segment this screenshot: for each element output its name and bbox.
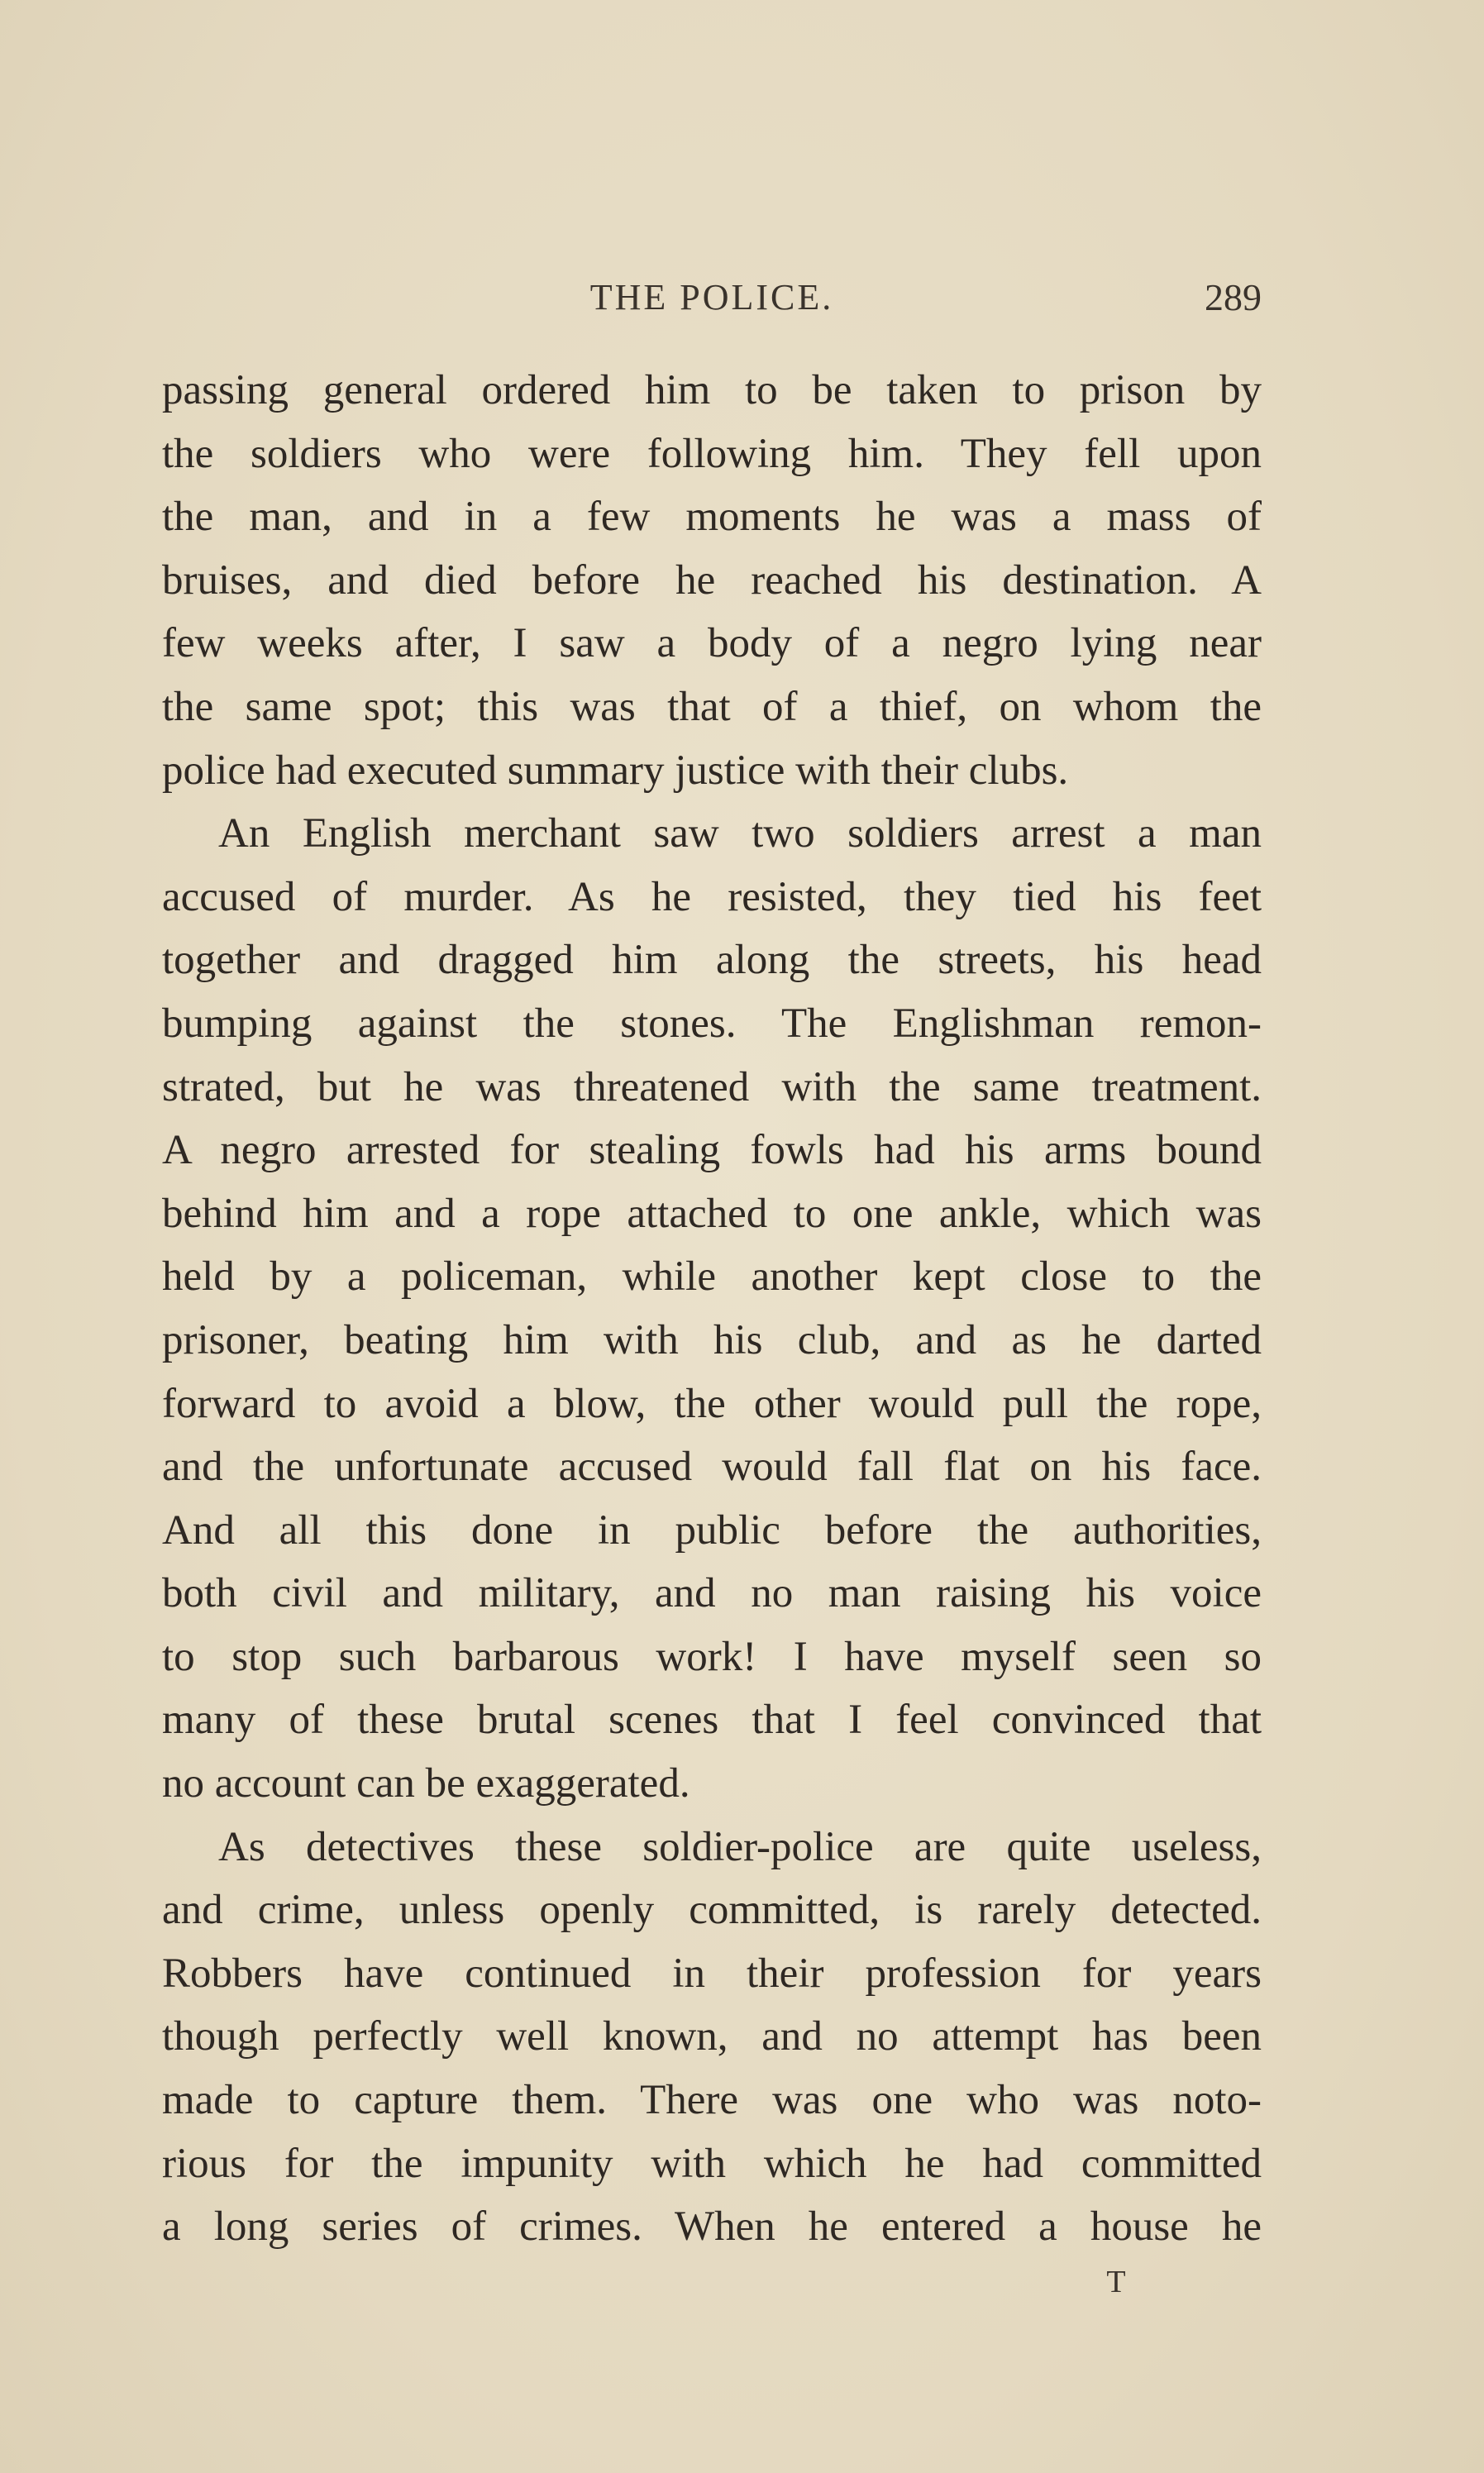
text-line: bruises, and died before he reached his destination. A xyxy=(162,556,1262,604)
text-line: the man, and in a few moments he was a mass of xyxy=(162,494,1262,541)
text-line: a long series of crimes. When he entered a house he xyxy=(162,2203,1262,2251)
text-line: and crime, unless openly committed, is rarely detected. xyxy=(162,1887,1262,1934)
signature-mark: T xyxy=(1106,2265,1126,2299)
text-line: and the unfortunate accused would fall flat on his face. xyxy=(162,1444,1262,1491)
text-line: rious for the impunity with which he had committed xyxy=(162,2140,1262,2187)
text-line: A negro arrested for stealing fowls had his arms bound xyxy=(162,1127,1262,1174)
text-line: few weeks after, I saw a body of a negro lying near xyxy=(162,620,1262,667)
body-text xyxy=(162,359,1262,2259)
text-line: held by a policeman, while another kept close to the xyxy=(162,1253,1262,1301)
text-line: And all this done in public before the authorities, xyxy=(162,1506,1262,1554)
text-line: bumping against the stones. The Englishman remon- xyxy=(162,1000,1262,1047)
text-line: though perfectly well known, and no attempt has been xyxy=(162,2013,1262,2060)
text-line: An English merchant saw two soldiers arrest a man xyxy=(218,810,1262,857)
text-line: to stop such barbarous work! I have myself seen so xyxy=(162,1633,1262,1680)
text-line: strated, but he was threatened with the same treatment. xyxy=(162,1063,1262,1110)
text-line: many of these brutal scenes that I feel convinced that xyxy=(162,1697,1262,1744)
page-number: 289 xyxy=(1205,276,1262,318)
text-line: As detectives these soldier-police are quite useless, xyxy=(218,1823,1262,1870)
running-head-title: THE POLICE. xyxy=(589,277,834,317)
text-line: prisoner, beating him with his club, and as he darted xyxy=(162,1316,1262,1363)
running-head xyxy=(162,271,1262,324)
text-line: Robbers have continued in their profession for years xyxy=(162,1950,1262,1997)
text-line: behind him and a rope attached to one ankle, which was xyxy=(162,1190,1262,1237)
text-line: police had executed summary justice with their clubs. xyxy=(162,747,1069,794)
text-line: both civil and military, and no man raising his voice xyxy=(162,1570,1262,1617)
text-line: made to capture them. There was one who was noto- xyxy=(162,2077,1262,2124)
text-line: the soldiers who were following him. They fell upon xyxy=(162,430,1262,477)
text-line: passing general ordered him to be taken to prison by xyxy=(162,367,1262,413)
text-line: accused of murder. As he resisted, they tied his feet xyxy=(162,873,1262,920)
text-line: no account can be exaggerated. xyxy=(162,1760,690,1807)
text-line: forward to avoid a blow, the other would pull the rope, xyxy=(162,1380,1262,1427)
text-line: together and dragged him along the streets, his head xyxy=(162,937,1262,984)
text-line: the same spot; this was that of a thief, on whom the xyxy=(162,683,1262,730)
